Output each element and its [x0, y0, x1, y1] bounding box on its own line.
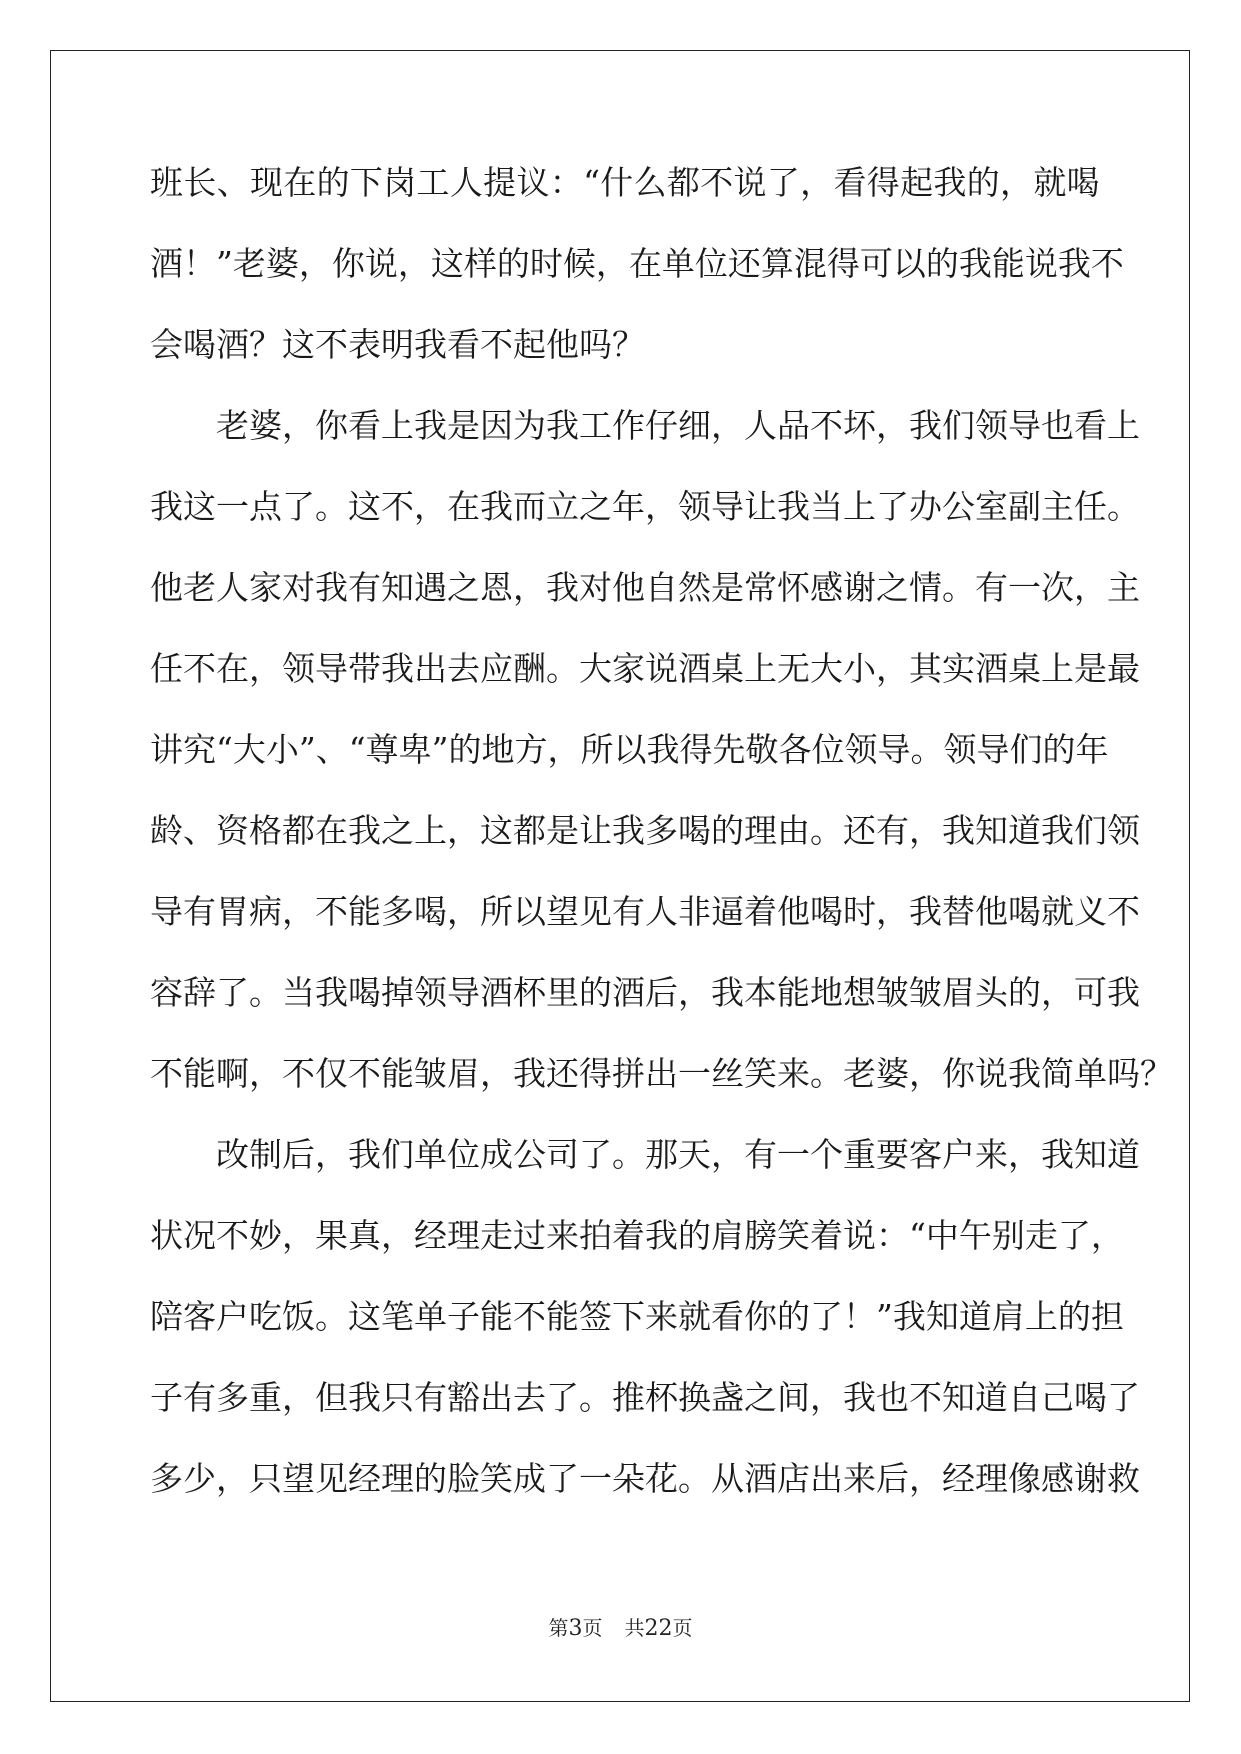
text-line: 导 有 胃 病 ， 不 能 多 喝 ， 所 以 望 见 有 人 非 逼 着 他 喝 时 ， 我 替 他 喝 就 义 不: [150, 892, 1140, 931]
footer-total-unit: 页: [672, 1616, 693, 1640]
footer-prefix: 第: [548, 1616, 569, 1640]
text-line: 状 况 不 妙 ， 果 真 ， 经 理 走 过 来 拍 着 我 的 肩 膀 笑 着 说 ： “ 中 午 别 走 了 ，: [150, 1216, 1124, 1255]
text-line: 龄 、 资 格 都 在 我 之 上 ， 这 都 是 让 我 多 喝 的 理 由 。 还 有 ， 我 知 道 我 们 领: [150, 811, 1140, 850]
text-line: 任 不 在 ， 领 导 带 我 出 去 应 酬 。 大 家 说 酒 桌 上 无 大 小 ， 其 实 酒 桌 上 是 最: [150, 649, 1140, 688]
text-line: 会喝酒？这不表明我看不起他吗？: [150, 325, 645, 364]
text-line: 改 制 后 ， 我 们 单 位 成 公 司 了 。 那 天 ， 有 一 个 重 要 客 户 来 ， 我 知 道: [216, 1135, 1140, 1174]
text-line: 不 能 啊 ， 不 仅 不 能 皱 眉 ， 我 还 得 拼 出 一 丝 笑 来 。 老 婆 ， 你 说 我 简 单 吗 ？: [150, 1054, 1173, 1093]
text-line: 班 长 、 现 在 的 下 岗 工 人 提 议 ： “ 什 么 都 不 说 了 ， 看 得 起 我 的 ， 就 喝: [150, 163, 1100, 202]
text-line: 容 辞 了 。 当 我 喝 掉 领 导 酒 杯 里 的 酒 后 ， 我 本 能 地 想 皱 皱 眉 头 的 ， 可 我: [150, 973, 1140, 1012]
text-line: 老 婆 ， 你 看 上 我 是 因 为 我 工 作 仔 细 ， 人 品 不 坏 ， 我 们 领 导 也 看 上: [216, 406, 1140, 445]
total-pages: 22: [644, 1616, 673, 1641]
page-number: 3: [568, 1616, 583, 1641]
text-line: 陪 客 户 吃 饭 。 这 笔 单 子 能 不 能 签 下 来 就 看 你 的 了 ！ ” 我 知 道 肩 上 的 担: [150, 1297, 1124, 1336]
text-line: 酒 ！ ” 老 婆 ， 你 说 ， 这 样 的 时 候 ， 在 单 位 还 算 混 得 可 以 的 我 能 说 我 不: [150, 244, 1124, 283]
footer-page-unit: 页: [582, 1616, 603, 1640]
page-footer: [0, 1616, 1241, 1641]
document-body: [150, 163, 1173, 1540]
text-line: 他 老 人 家 对 我 有 知 遇 之 恩 ， 我 对 他 自 然 是 常 怀 感 谢 之 情 。 有 一 次 ， 主: [150, 568, 1140, 607]
text-line: 我 这 一 点 了 。 这 不 ， 在 我 而 立 之 年 ， 领 导 让 我 当 上 了 办 公 室 副 主 任 。: [150, 487, 1140, 526]
text-line: 子 有 多 重 ， 但 我 只 有 豁 出 去 了 。 推 杯 换 盏 之 间 ， 我 也 不 知 道 自 己 喝 了: [150, 1378, 1140, 1417]
text-line: 讲 究 “ 大 小 ” 、 “ 尊 卑 ” 的 地 方 ， 所 以 我 得 先 敬 各 位 领 导 。 领 导 们 的 年: [150, 730, 1109, 769]
footer-total-prefix: 共: [624, 1616, 645, 1640]
text-line: 多 少 ， 只 望 见 经 理 的 脸 笑 成 了 一 朵 花 。 从 酒 店 出 来 后 ， 经 理 像 感 谢 救: [150, 1459, 1140, 1498]
